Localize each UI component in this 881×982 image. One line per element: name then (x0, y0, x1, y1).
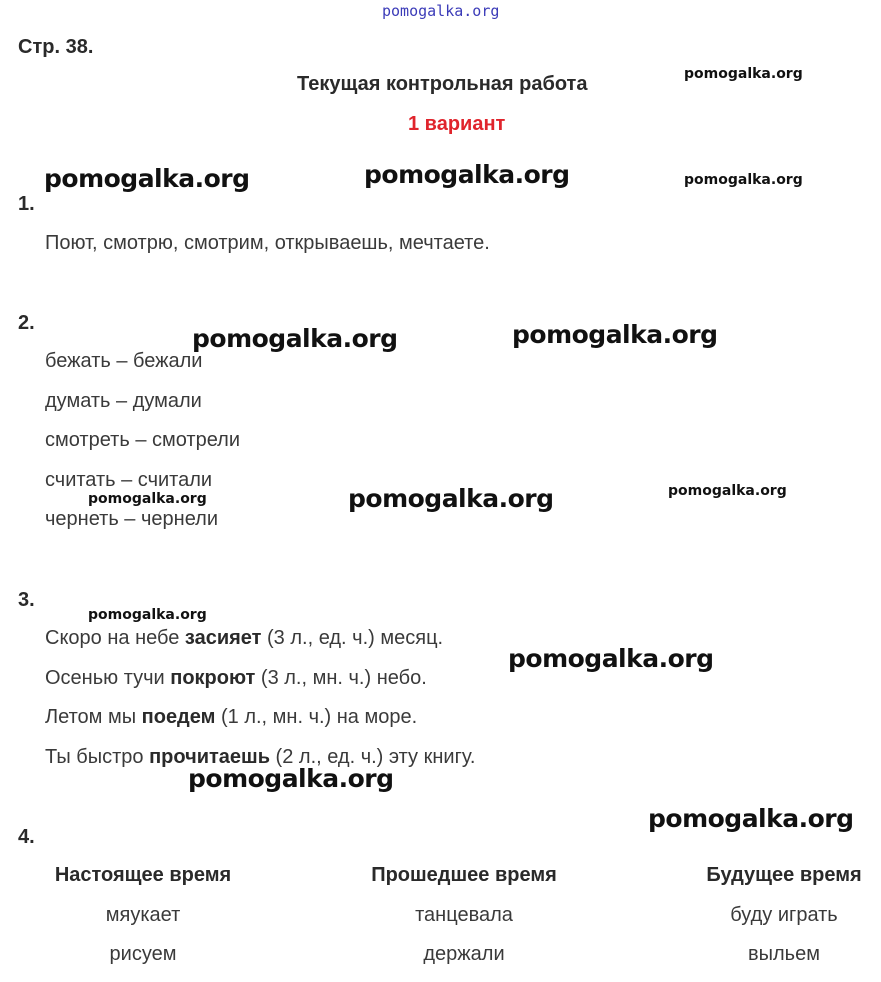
table-cell: буду играть (730, 904, 838, 926)
table-cell: рисуем (109, 943, 177, 965)
task-3-line: Летом мы поедем (1 л., мн. ч.) на море. (45, 706, 418, 728)
watermark: pomogalka.org (648, 804, 854, 833)
watermark: pomogalka.org (44, 164, 250, 193)
table-cell: мяукает (105, 904, 181, 926)
verb-bold: покроют (170, 667, 256, 689)
column-header-future: Будущее время (706, 864, 862, 886)
watermark: pomogalka.org (668, 483, 787, 499)
task-2-line: думать – думали (45, 390, 202, 412)
task-3-number: 3. (18, 589, 35, 611)
watermark: pomogalka.org (348, 484, 554, 513)
watermark: pomogalka.org (364, 160, 570, 189)
table-cell: танцевала (415, 904, 513, 926)
task-1-text: Поют, смотрю, смотрим, открываешь, мечтаете. (45, 232, 490, 254)
task-2-line: чернеть – чернели (45, 508, 218, 530)
column-header-present: Настоящее время (54, 864, 232, 886)
page-number: Стр. 38. (18, 36, 94, 58)
watermark: pomogalka.org (684, 172, 803, 188)
watermark: pomogalka.org (512, 320, 718, 349)
task-2-number: 2. (18, 312, 35, 334)
task-2-line: бежать – бежали (45, 350, 203, 372)
verb-bold: засияет (184, 627, 262, 649)
task-3-line: Осенью тучи покроют (3 л., мн. ч.) небо. (45, 667, 427, 689)
verb-bold: поедем (141, 706, 216, 728)
table-cell: выльем (748, 943, 820, 965)
watermark: pomogalka.org (508, 644, 714, 673)
variant-label: 1 вариант (408, 113, 506, 135)
task-3-line: Ты быстро прочитаешь (2 л., ед. ч.) эту книгу. (45, 746, 476, 768)
column-header-past: Прошедшее время (371, 864, 557, 886)
watermark: pomogalka.org (188, 764, 394, 793)
task-4-number: 4. (18, 826, 35, 848)
watermark: pomogalka.org (684, 66, 803, 82)
table-cell: держали (423, 943, 505, 965)
task-2-line: считать – считали (45, 469, 213, 491)
watermark: pomogalka.org (88, 491, 207, 507)
watermark: pomogalka.org (192, 324, 398, 353)
verb-bold: прочитаешь (149, 746, 270, 768)
task-1-number: 1. (18, 193, 35, 215)
watermark: pomogalka.org (88, 607, 207, 623)
top-watermark-link[interactable]: pomogalka.org (382, 2, 500, 20)
page-title: Текущая контрольная работа (297, 73, 588, 95)
task-2-line: смотреть – смотрели (45, 429, 241, 451)
task-3-line: Скоро на небе засияет (3 л., ед. ч.) месяц. (45, 627, 444, 649)
